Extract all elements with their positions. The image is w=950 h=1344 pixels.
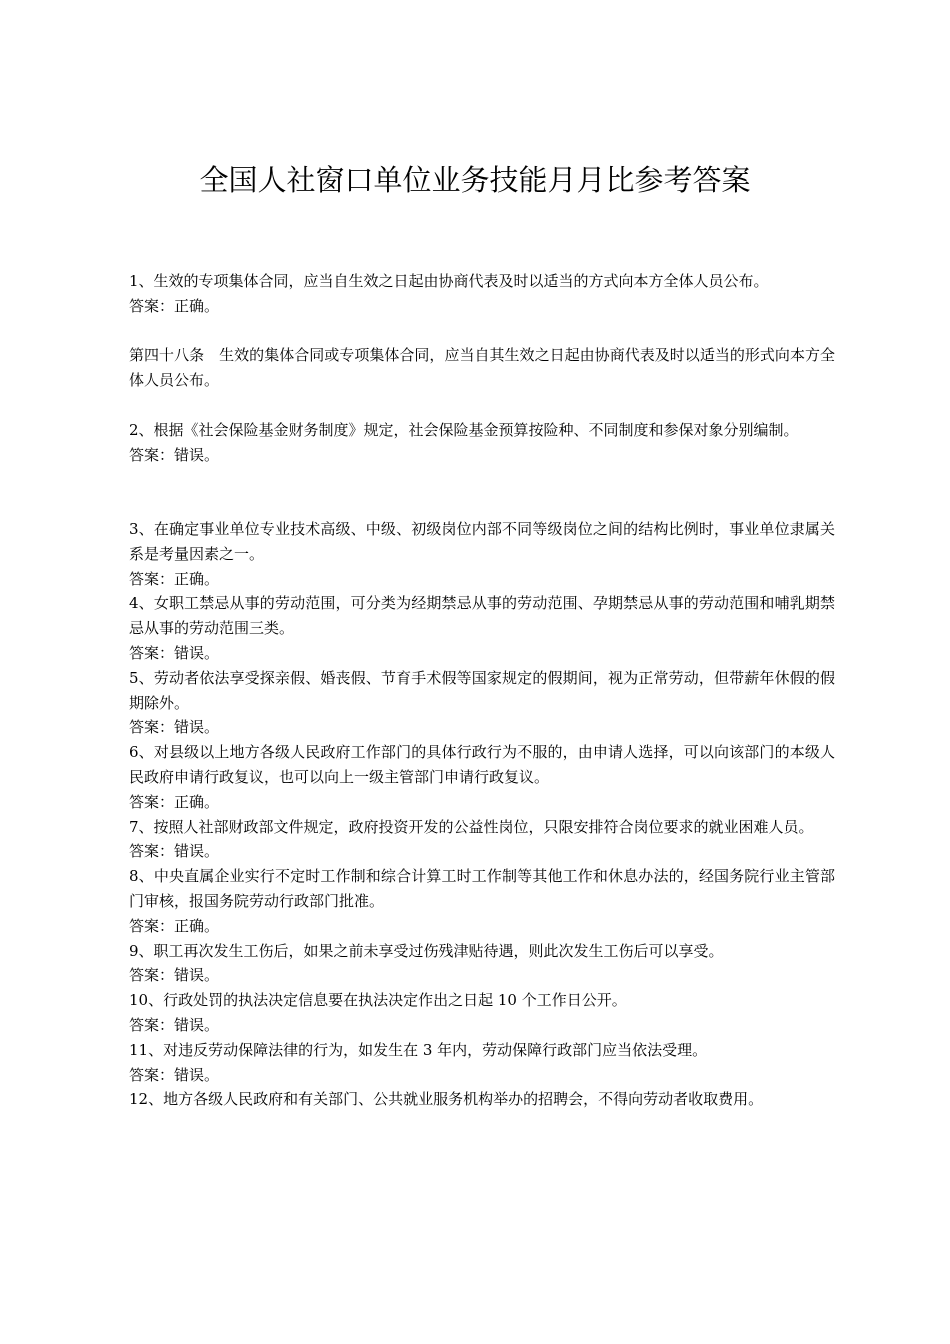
answer-4: 答案：错误。 xyxy=(129,643,220,662)
question-8: 8、中央直属企业实行不定时工作制和综合计算工时工作制等其他工作和休息办法的，经国务院行业主管部门审核，报国务院劳动行政部门批准。 xyxy=(129,867,835,910)
spacer xyxy=(129,467,835,517)
answer-3: 答案：正确。 xyxy=(129,569,220,588)
question-9: 9、职工再次发生工伤后，如果之前未享受过伤残津贴待遇，则此次发生工伤后可以享受。 xyxy=(129,941,724,960)
answer-2: 答案：错误。 xyxy=(129,445,220,464)
document-body xyxy=(129,269,835,1112)
answer-5: 答案：错误。 xyxy=(129,718,220,737)
question-12: 12、地方各级人民政府和有关部门、公共就业服务机构举办的招聘会，不得向劳动者收取费用。 xyxy=(129,1090,764,1109)
question-2: 2、根据《社会保险基金财务制度》规定，社会保险基金预算按险种、不同制度和参保对象分别编制。 xyxy=(129,420,799,439)
answer-1: 答案：正确。 xyxy=(129,296,220,315)
document-title: 全国人社窗口单位业务技能月月比参考答案 xyxy=(199,163,751,197)
question-6: 6、对县级以上地方各级人民政府工作部门的具体行政行为不服的，由申请人选择，可以向该部门的本级人民政府申请行政复议，也可以向上一级主管部门申请行政复议。 xyxy=(129,743,835,786)
question-3: 3、在确定事业单位专业技术高级、中级、初级岗位内部不同等级岗位之间的结构比例时，事业单位隶属关系是考量因素之一。 xyxy=(129,519,835,563)
question-10: 10、行政处罚的执法决定信息要在执法决定作出之日起 10 个工作日公开。 xyxy=(129,991,627,1010)
answer-10: 答案：错误。 xyxy=(129,1015,220,1034)
answer-8: 答案：正确。 xyxy=(129,916,220,935)
question-11: 11、对违反劳动保障法律的行为，如发生在 3 年内，劳动保障行政部门应当依法受理。 xyxy=(129,1040,708,1059)
question-4: 4、女职工禁忌从事的劳动范围，可分类为经期禁忌从事的劳动范围、孕期禁忌从事的劳动范围和哺乳期禁忌从事的劳动范围三类。 xyxy=(129,594,835,638)
spacer xyxy=(129,393,835,418)
answer-9: 答案：错误。 xyxy=(129,966,220,985)
answer-11: 答案：错误。 xyxy=(129,1065,220,1084)
spacer xyxy=(129,319,835,344)
note-article-48: 第四十八条 生效的集体合同或专项集体合同，应当自其生效之日起由协商代表及时以适当的形式向本方全体人员公布。 xyxy=(129,346,835,390)
answer-7: 答案：错误。 xyxy=(129,842,220,861)
question-5: 5、劳动者依法享受探亲假、婚丧假、节育手术假等国家规定的假期间，视为正常劳动，但带薪年休假的假期除外。 xyxy=(129,668,835,712)
question-1: 1、生效的专项集体合同，应当自生效之日起由协商代表及时以适当的方式向本方全体人员公布。 xyxy=(129,272,769,290)
question-7: 7、按照人社部财政部文件规定，政府投资开发的公益性岗位，只限安排符合岗位要求的就业困难人员。 xyxy=(129,817,814,836)
answer-6: 答案：正确。 xyxy=(129,792,220,811)
